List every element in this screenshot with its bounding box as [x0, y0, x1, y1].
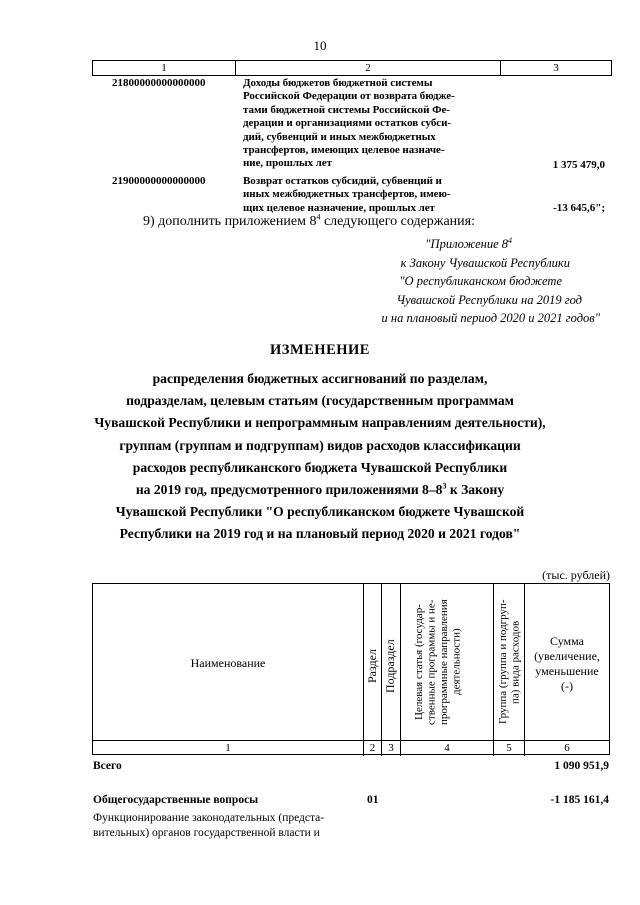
col-number: 1 [93, 741, 364, 756]
top-table-header [92, 60, 612, 76]
text-line: дий, субвенций и иных межбюджетных [243, 130, 436, 143]
appendix-reference [300, 235, 600, 328]
header-target-line: ственные программы и не- [425, 599, 438, 725]
row-amount: 1 375 479,0 [552, 159, 605, 171]
header-group [497, 588, 523, 736]
subtitle-line: расходов республиканского бюджета Чувашской Республики [132, 459, 508, 475]
units-label: (тыс. рублей) [542, 568, 610, 582]
general-label: Общегосударственные вопросы [93, 794, 259, 806]
header-sum-line: Сумма [550, 634, 584, 648]
header-target-line: деятельности) [450, 628, 463, 696]
header-subsection: Подраздел [383, 639, 397, 693]
header-group-line: па) вида расходов [509, 620, 522, 704]
row-amount: -13 645,6"; [553, 202, 605, 214]
row-description [243, 77, 499, 171]
text-line: тами бюджетной системы Российской Фе- [243, 103, 450, 116]
subtitle-line: группам (группам и подгруппам) видов расходов классификации [119, 437, 521, 453]
header-name: Наименование [190, 656, 266, 670]
col-number: 2 [364, 741, 382, 756]
row-code: 21800000000000000 [112, 77, 206, 89]
header-target-line: программные направления [438, 599, 450, 725]
document-title: ИЗМЕНЕНИЕ [270, 342, 370, 358]
column-number-row [93, 740, 609, 757]
functioning-line: Функционирование законодательных (предста- [93, 812, 325, 824]
text-line: щих целевое назначение, прошлых лет [243, 201, 435, 214]
text-line: дерации и организациями остатков субси- [243, 117, 452, 130]
subtitle-line: Республики на 2019 год и на плановый период 2020 и 2021 годов" [119, 526, 521, 542]
appendix-line: и на плановый период 2020 и 2021 годов" [381, 311, 600, 325]
header-subsection-cell [382, 584, 401, 740]
header-sum-line: уменьшение [535, 664, 599, 678]
text-line: Доходы бюджетов бюджетной системы [243, 77, 433, 89]
amendment-text-after: следующего содержания: [320, 214, 475, 229]
document-subtitle [30, 368, 610, 546]
subtitle-l6-before: на 2019 год, предусмотренного приложениями 8–8 [135, 482, 443, 498]
page-number: 10 [313, 38, 327, 53]
header-target [413, 588, 479, 736]
subtitle-line: подразделам, целевым статьям (государственным программам [126, 393, 514, 409]
main-table [92, 583, 610, 755]
appendix-line1-text: "Приложение 8 [425, 237, 508, 251]
header-sum-line: (-) [561, 679, 573, 693]
amendment-sup: 4 [316, 212, 321, 222]
col-number: 4 [401, 741, 494, 756]
total-label: Всего [93, 760, 122, 772]
header-group-line: Группа (группа и подгруп- [497, 599, 509, 725]
amendment-text [143, 214, 475, 230]
subtitle-l6-after: к Закону [446, 482, 505, 498]
text-line: ние, прошлых лет [243, 157, 332, 170]
col-number: 3 [382, 741, 401, 756]
general-amount: -1 185 161,4 [550, 794, 609, 806]
row-description [243, 175, 499, 215]
appendix-line1-sup: 4 [508, 235, 512, 245]
general-section: 01 [367, 794, 379, 806]
subtitle-l6-sup: 3 [442, 481, 447, 491]
subtitle-line: Чувашской Республики и непрограммным направлениям деятельности), [94, 415, 546, 431]
header-sum-line: (увеличение, [534, 649, 600, 663]
top-col-3: 3 [553, 62, 559, 74]
appendix-line [300, 235, 600, 254]
header-target-cell [401, 584, 494, 740]
header-sum [525, 634, 609, 694]
header-sum-cell [525, 584, 609, 740]
subtitle-line: Чувашской Республики "О республиканском бюджете Чувашской [115, 504, 525, 520]
text-line: Возврат остатков субсидий, субвенций и [243, 175, 442, 187]
header-section: Раздел [365, 649, 379, 683]
top-col-1: 1 [93, 61, 236, 75]
amendment-text-before: 9) дополнить приложением 8 [143, 214, 317, 229]
col-number: 5 [494, 741, 525, 756]
text-line: Российской Федерации от возврата бюдже- [243, 90, 455, 103]
row-code: 21900000000000000 [112, 175, 206, 187]
subtitle-line: распределения бюджетных ассигнований по разделам, [152, 371, 488, 386]
functioning-line: вительных) органов государственной власти и [93, 827, 320, 839]
text-line: иных межбюджетных трансфертов, имею- [243, 188, 451, 201]
appendix-line: к Закону Чувашской Республики [400, 255, 570, 270]
top-col-2: 2 [236, 61, 501, 75]
subtitle-line [30, 479, 610, 501]
appendix-line: Чувашской Республики на 2019 год [396, 292, 582, 307]
header-group-cell [494, 584, 525, 740]
text-line: трансфертов, имеющих целевое назначе- [243, 144, 445, 157]
header-section-cell [364, 584, 382, 740]
header-name-cell [93, 584, 364, 740]
functioning-label [93, 811, 363, 841]
total-amount: 1 090 951,9 [554, 760, 609, 772]
appendix-line: "О республиканском бюджете [399, 274, 562, 288]
header-target-line: Целевая статья (государ- [413, 604, 425, 720]
col-number: 6 [564, 742, 570, 754]
